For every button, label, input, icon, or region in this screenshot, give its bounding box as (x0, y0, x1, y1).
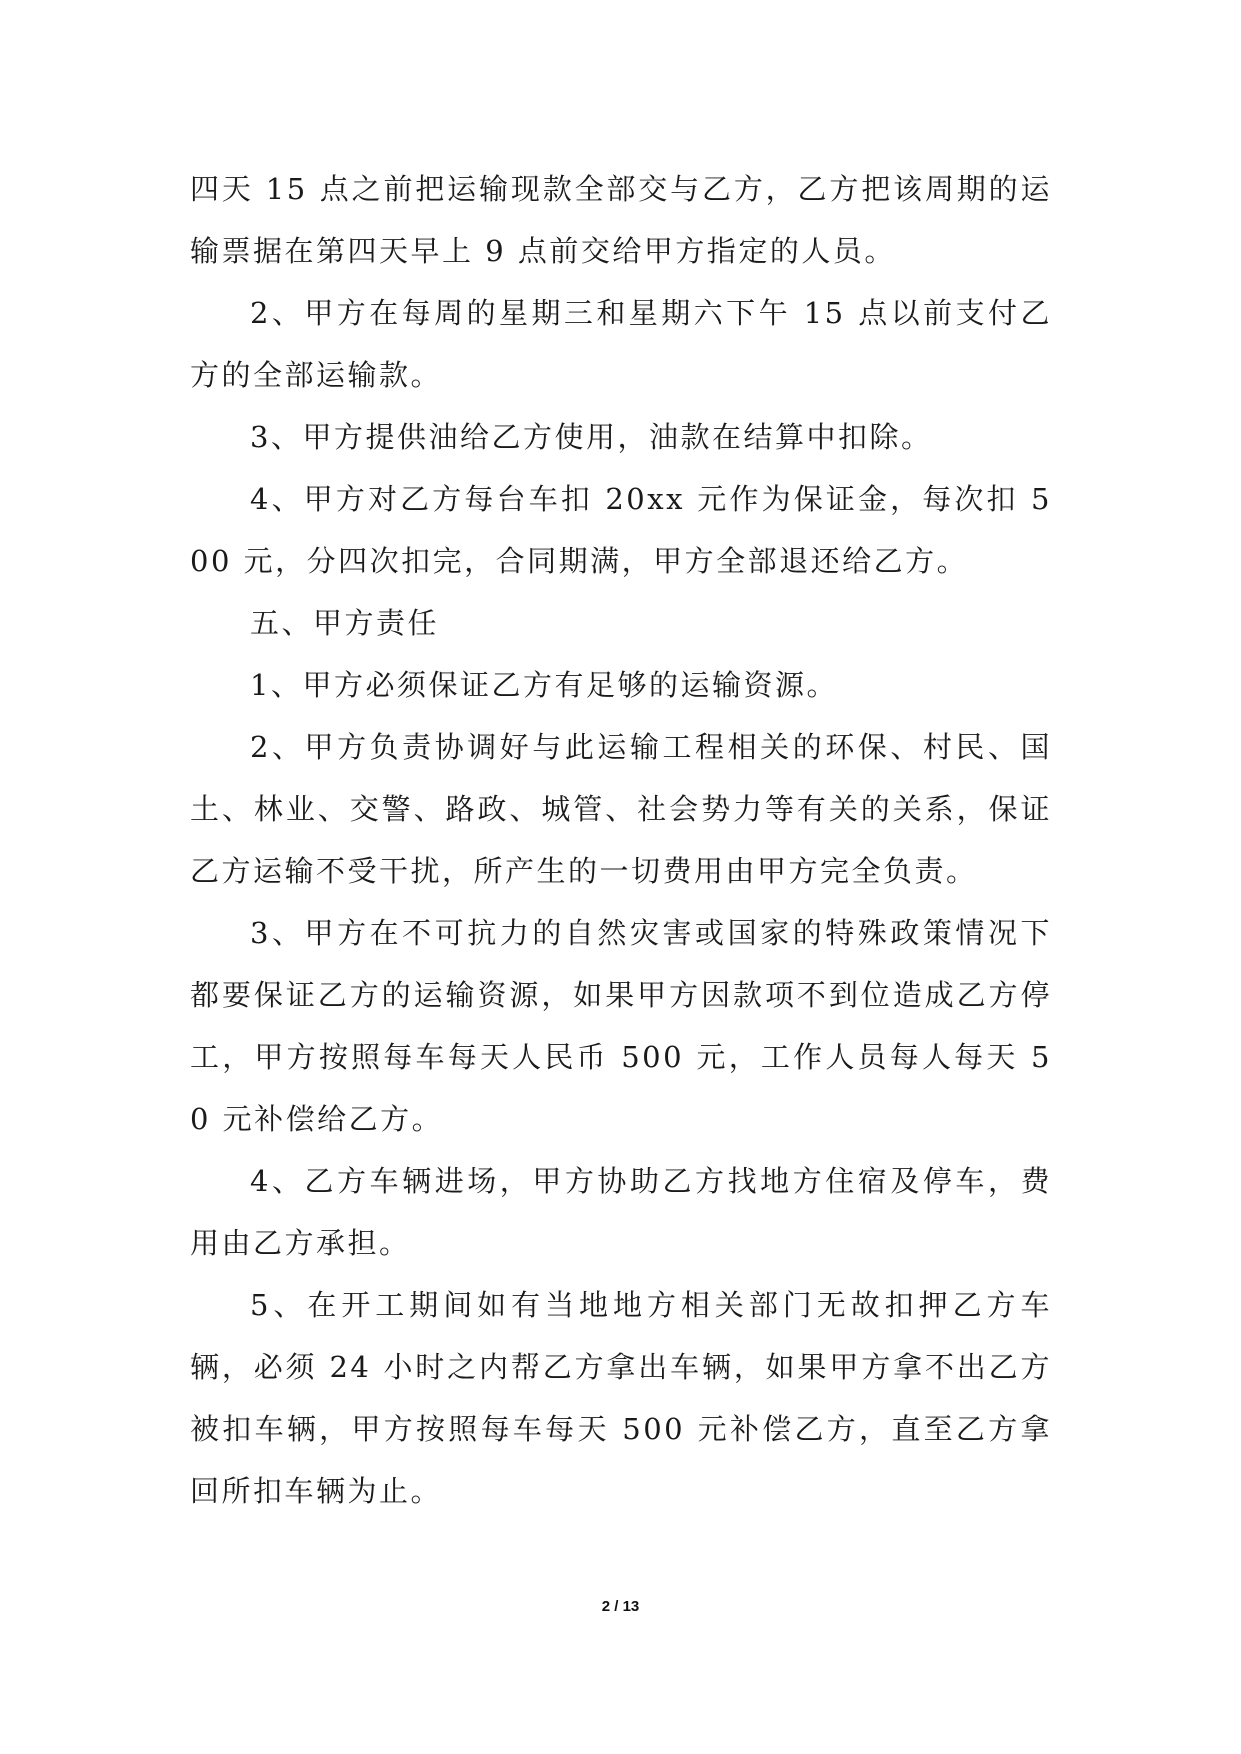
document-body (190, 158, 1052, 1522)
paragraph-clause-5-4: 4、乙方车辆进场，甲方协助乙方找地方住宿及停车，费用由乙方承担。 (190, 1164, 1052, 1260)
paragraph-clause-4-2: 2、甲方在每周的星期三和星期六下午 15 点以前支付乙方的全部运输款。 (190, 296, 1052, 392)
paragraph-clause-5-1: 1、甲方必须保证乙方有足够的运输资源。 (250, 668, 838, 702)
paragraph-clause-5-2: 2、甲方负责协调好与此运输工程相关的环保、村民、国土、林业、交警、路政、城管、社会势力等有关的关系，保证乙方运输不受干扰，所产生的一切费用由甲方完全负责。 (190, 730, 1052, 888)
paragraph-payment-continuation: 四天 15 点之前把运输现款全部交与乙方，乙方把该周期的运输票据在第四天早上 9 点前交给甲方指定的人员。 (190, 172, 1052, 268)
paragraph-clause-4-4: 4、甲方对乙方每台车扣 20xx 元作为保证金，每次扣 500 元，分四次扣完，合同期满，甲方全部退还给乙方。 (190, 482, 1052, 578)
paragraph-clause-5-5: 5、在开工期间如有当地地方相关部门无故扣押乙方车辆，必须 24 小时之内帮乙方拿出车辆，如果甲方拿不出乙方被扣车辆，甲方按照每车每天 500 元补偿乙方，直至乙方拿回所扣车辆为止。 (190, 1288, 1052, 1508)
section-heading-party-a-duties: 五、甲方责任 (250, 606, 440, 640)
paragraph-clause-5-3: 3、甲方在不可抗力的自然灾害或国家的特殊政策情况下都要保证乙方的运输资源，如果甲方因款项不到位造成乙方停工，甲方按照每车每天人民币 500 元，工作人员每人每天 50 元补偿给乙方。 (190, 916, 1052, 1136)
page-number: 2 / 13 (601, 1598, 640, 1615)
paragraph-clause-4-3: 3、甲方提供油给乙方使用，油款在结算中扣除。 (250, 420, 933, 454)
